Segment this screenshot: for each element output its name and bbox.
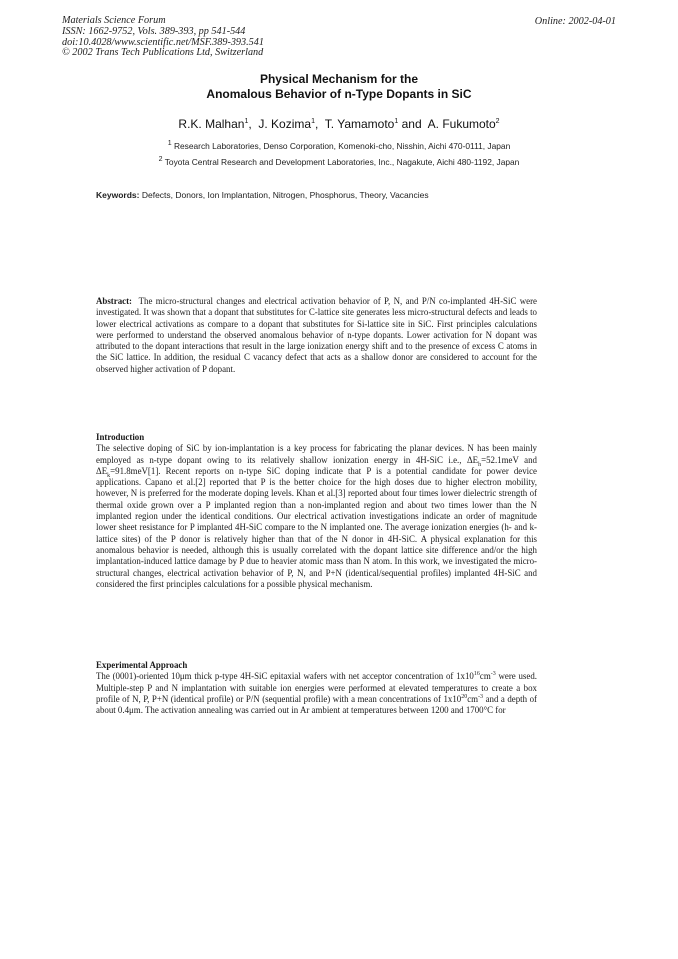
- issn-line: ISSN: 1662-9752, Vols. 389-393, pp 541-544: [62, 25, 246, 37]
- affiliation-1: [0, 141, 678, 151]
- online-date: Online: 2002-04-01: [534, 16, 616, 27]
- author-affil-mark: 2: [495, 118, 500, 125]
- paper-title: [0, 72, 678, 102]
- expt-text: The (0001)-oriented 10μm thick p-type 4H-SiC epitaxial wafers with net acceptor concentration of 1x10: [96, 671, 474, 682]
- introduction-heading: Introduction: [96, 432, 145, 442]
- expt-text: cm: [479, 671, 491, 682]
- author-affil-mark: 1: [311, 118, 315, 125]
- intro-text: The selective doping of SiC by ion-implantation is a key process for fabricating the planar devices. N has been mainly employed as n-type dopant owing to its relatively shallow ionization energy in 4H-SiC i.e., ΔE: [96, 443, 537, 465]
- experimental-paragraph: [96, 671, 537, 716]
- keywords-label: Keywords:: [96, 190, 140, 200]
- affiliation-text: Research Laboratories, Denso Corporation, Komenoki-cho, Nisshin, Aichi 470-0111, Japan: [173, 141, 511, 151]
- expt-superscript: 20: [461, 693, 468, 700]
- expt-superscript: -3: [490, 671, 496, 678]
- title-line-2: Anomalous Behavior of n-Type Dopants in SiC: [206, 87, 472, 101]
- author-separator: and: [398, 117, 425, 131]
- affiliation-2: [0, 157, 678, 167]
- author-name: R.K. Malhan: [178, 117, 245, 131]
- journal-name: Materials Science Forum: [62, 15, 166, 26]
- doi-link[interactable]: doi:10.4028/www.scientific.net/MSF.389-393.541: [62, 36, 264, 48]
- keywords: [96, 190, 596, 200]
- expt-text: and a depth of about 0.4μm. The activation annealing was carried out in Ar ambient at temperatures between 1200 and 1700°C for: [96, 693, 537, 716]
- introduction-section: [96, 432, 537, 590]
- expt-superscript: -3: [478, 693, 484, 700]
- author-affil-mark: 1: [244, 118, 249, 125]
- introduction-paragraph: [96, 443, 537, 590]
- intro-text: =52.1meV and ΔE: [96, 454, 537, 476]
- expt-text: cm: [467, 693, 479, 704]
- affiliation-mark: 1: [167, 140, 172, 148]
- keywords-text: Defects, Donors, Ion Implantation, Nitrogen, Phosphorus, Theory, Vacancies: [141, 190, 429, 200]
- title-line-1: Physical Mechanism for the: [259, 72, 419, 86]
- intro-text: =91.8meV[1]. Recent reports on n-type SiC doping indicate that P is a potential candidate for power device applications. Capano et al.[2] reported that P is the better choice for the high doses due to higher electron mobility, however, N is preferred for the moderate doping levels. Khan et al.[3] reported about four times lower dielectric strength of thermal oxide grown over a P implanted region than a non-implanted region and about two times lower than the N implanted region under the identical conditions. Our electrical activation investigations indicate an order of magnitude lower sheet resistance for P implanted 4H-SiC compare to the N implanted one. The average ionization energies (h- and k-lattice sites) of the P donor is relatively higher than that of the N donor in 4H-SiC. A physical explanation for this anomalous behavior is needed, although this is usually correlated with the dopant lattice site difference and/or the high implantation-induced lattice damage by P due to heavier atomic mass than N atom. In this work, we investigated the micro-structural changes, electrical activation behavior of P, N, and P+N (identical/sequential profiles) implanted 4H-SiC and considered the first principles calculations for a possible physical mechanism.: [96, 465, 537, 589]
- author-list: [0, 117, 678, 131]
- intro-subscript: h: [478, 461, 482, 468]
- affiliation-text: Toyota Central Research and Development Laboratories, Inc., Nagakute, Aichi 480-1192, Japan: [164, 157, 520, 167]
- author-name: J. Kozima: [258, 117, 312, 131]
- author-affil-mark: 1: [394, 118, 399, 125]
- abstract-label: Abstract:: [96, 296, 132, 306]
- author-name: T. Yamamoto: [324, 117, 395, 131]
- author-separator: ,: [248, 117, 256, 131]
- abstract: [96, 296, 537, 375]
- experimental-section: [96, 660, 537, 716]
- expt-text: were used. Multiple-step P and N implantation with suitable ion energies were performed at elevated temperatures to create a box profile of N, P, P+N (identical profile) or P/N (sequential profile) with a mean concentrations of 1x10: [96, 671, 537, 704]
- experimental-heading: Experimental Approach: [96, 660, 188, 670]
- copyright-line: © 2002 Trans Tech Publications Ltd, Switzerland: [62, 47, 264, 59]
- affiliation-mark: 2: [158, 156, 163, 164]
- abstract-text: The micro-structural changes and electrical activation behavior of P, N, and P/N co-implanted 4H-SiC were investigated. It was shown that a dopant that substitutes for C-lattice site generates less micro-structural defects and leads to lower electrical activations as compare to a dopant that substitutes for Si-lattice site in SiC. First principles calculations were performed to understand the observed anomalous behavior of n-type dopants. Lower activation for N dopant was attributed to the dopant interactions that result in the large ionization energy shift and to the presence of excess C atoms in the SiC lattice. In addition, the residual C vacancy defect that acts as a shallow donor are considered to account for the observed higher activation of P dopant.: [96, 296, 537, 374]
- expt-superscript: 16: [473, 671, 480, 678]
- author-separator: ,: [314, 117, 322, 131]
- intro-subscript: k: [107, 472, 111, 479]
- author-name: A. Fukumoto: [427, 117, 496, 131]
- journal-header: [62, 16, 422, 59]
